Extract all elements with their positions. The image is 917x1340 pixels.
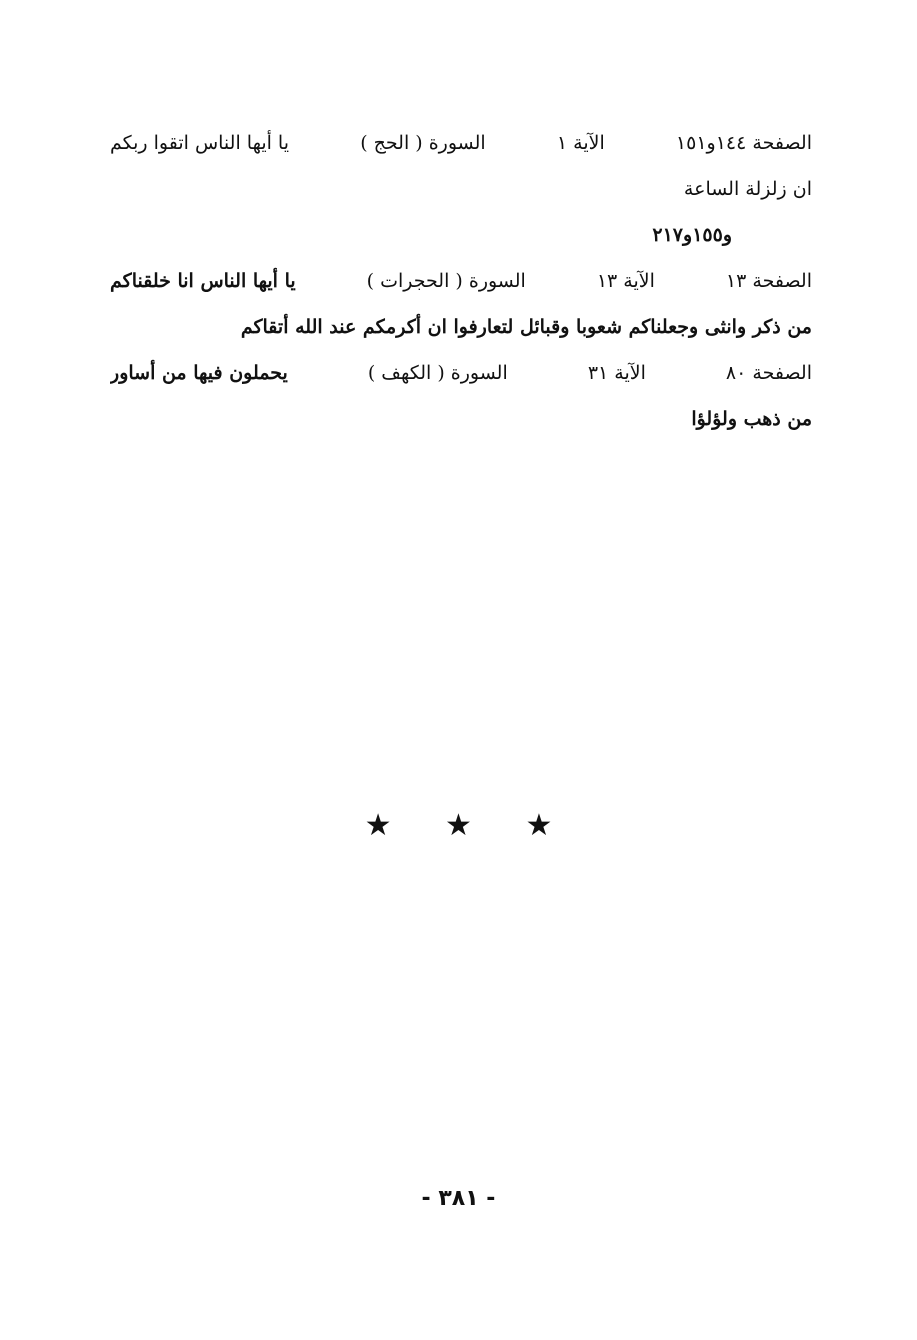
star-icon: ★ [445, 808, 472, 843]
citation-3-line-2: من ذهب ولؤلؤا [691, 408, 812, 430]
citation-1-text: يا أيها الناس اتقوا ربكم [110, 132, 290, 154]
star-icon: ★ [525, 808, 553, 843]
citation-1-ayah: الآية ١ [556, 132, 605, 154]
citation-1-surah: السورة ( الحج ) [360, 132, 486, 154]
citation-2-page: الصفحة ١٣ [725, 270, 812, 292]
citation-2-line-1 [110, 258, 812, 304]
citation-2-ayah: الآية ١٣ [596, 270, 655, 292]
citation-3-text: يحملون فيها من أساور [110, 362, 288, 384]
citation-1-line-2: ان زلزلة الساعة [683, 178, 812, 200]
citation-list [110, 120, 812, 442]
citation-3-surah: السورة ( الكهف ) [367, 362, 508, 384]
citation-1-line-1 [110, 120, 812, 166]
citation-3-page: الصفحة ٨٠ [725, 362, 812, 384]
citation-3-line-1 [110, 350, 812, 396]
star-icon: ★ [364, 808, 392, 843]
section-separator [0, 808, 917, 843]
citation-3-ayah: الآية ٣١ [587, 362, 646, 384]
citation-1-line-3: و١٥٥و٢١٧ [652, 224, 732, 246]
citation-1-page: الصفحة ١٤٤و١٥١ [675, 132, 812, 154]
citation-2-text: يا أيها الناس انا خلقناكم [110, 270, 296, 292]
citation-2-surah: السورة ( الحجرات ) [366, 270, 526, 292]
citation-2-line-2: من ذكر وانثى وجعلناكم شعوبا وقبائل لتعارفوا ان أكرمكم عند الله أتقاكم [240, 316, 812, 338]
page-number: - ٣٨١ - [421, 1186, 496, 1211]
